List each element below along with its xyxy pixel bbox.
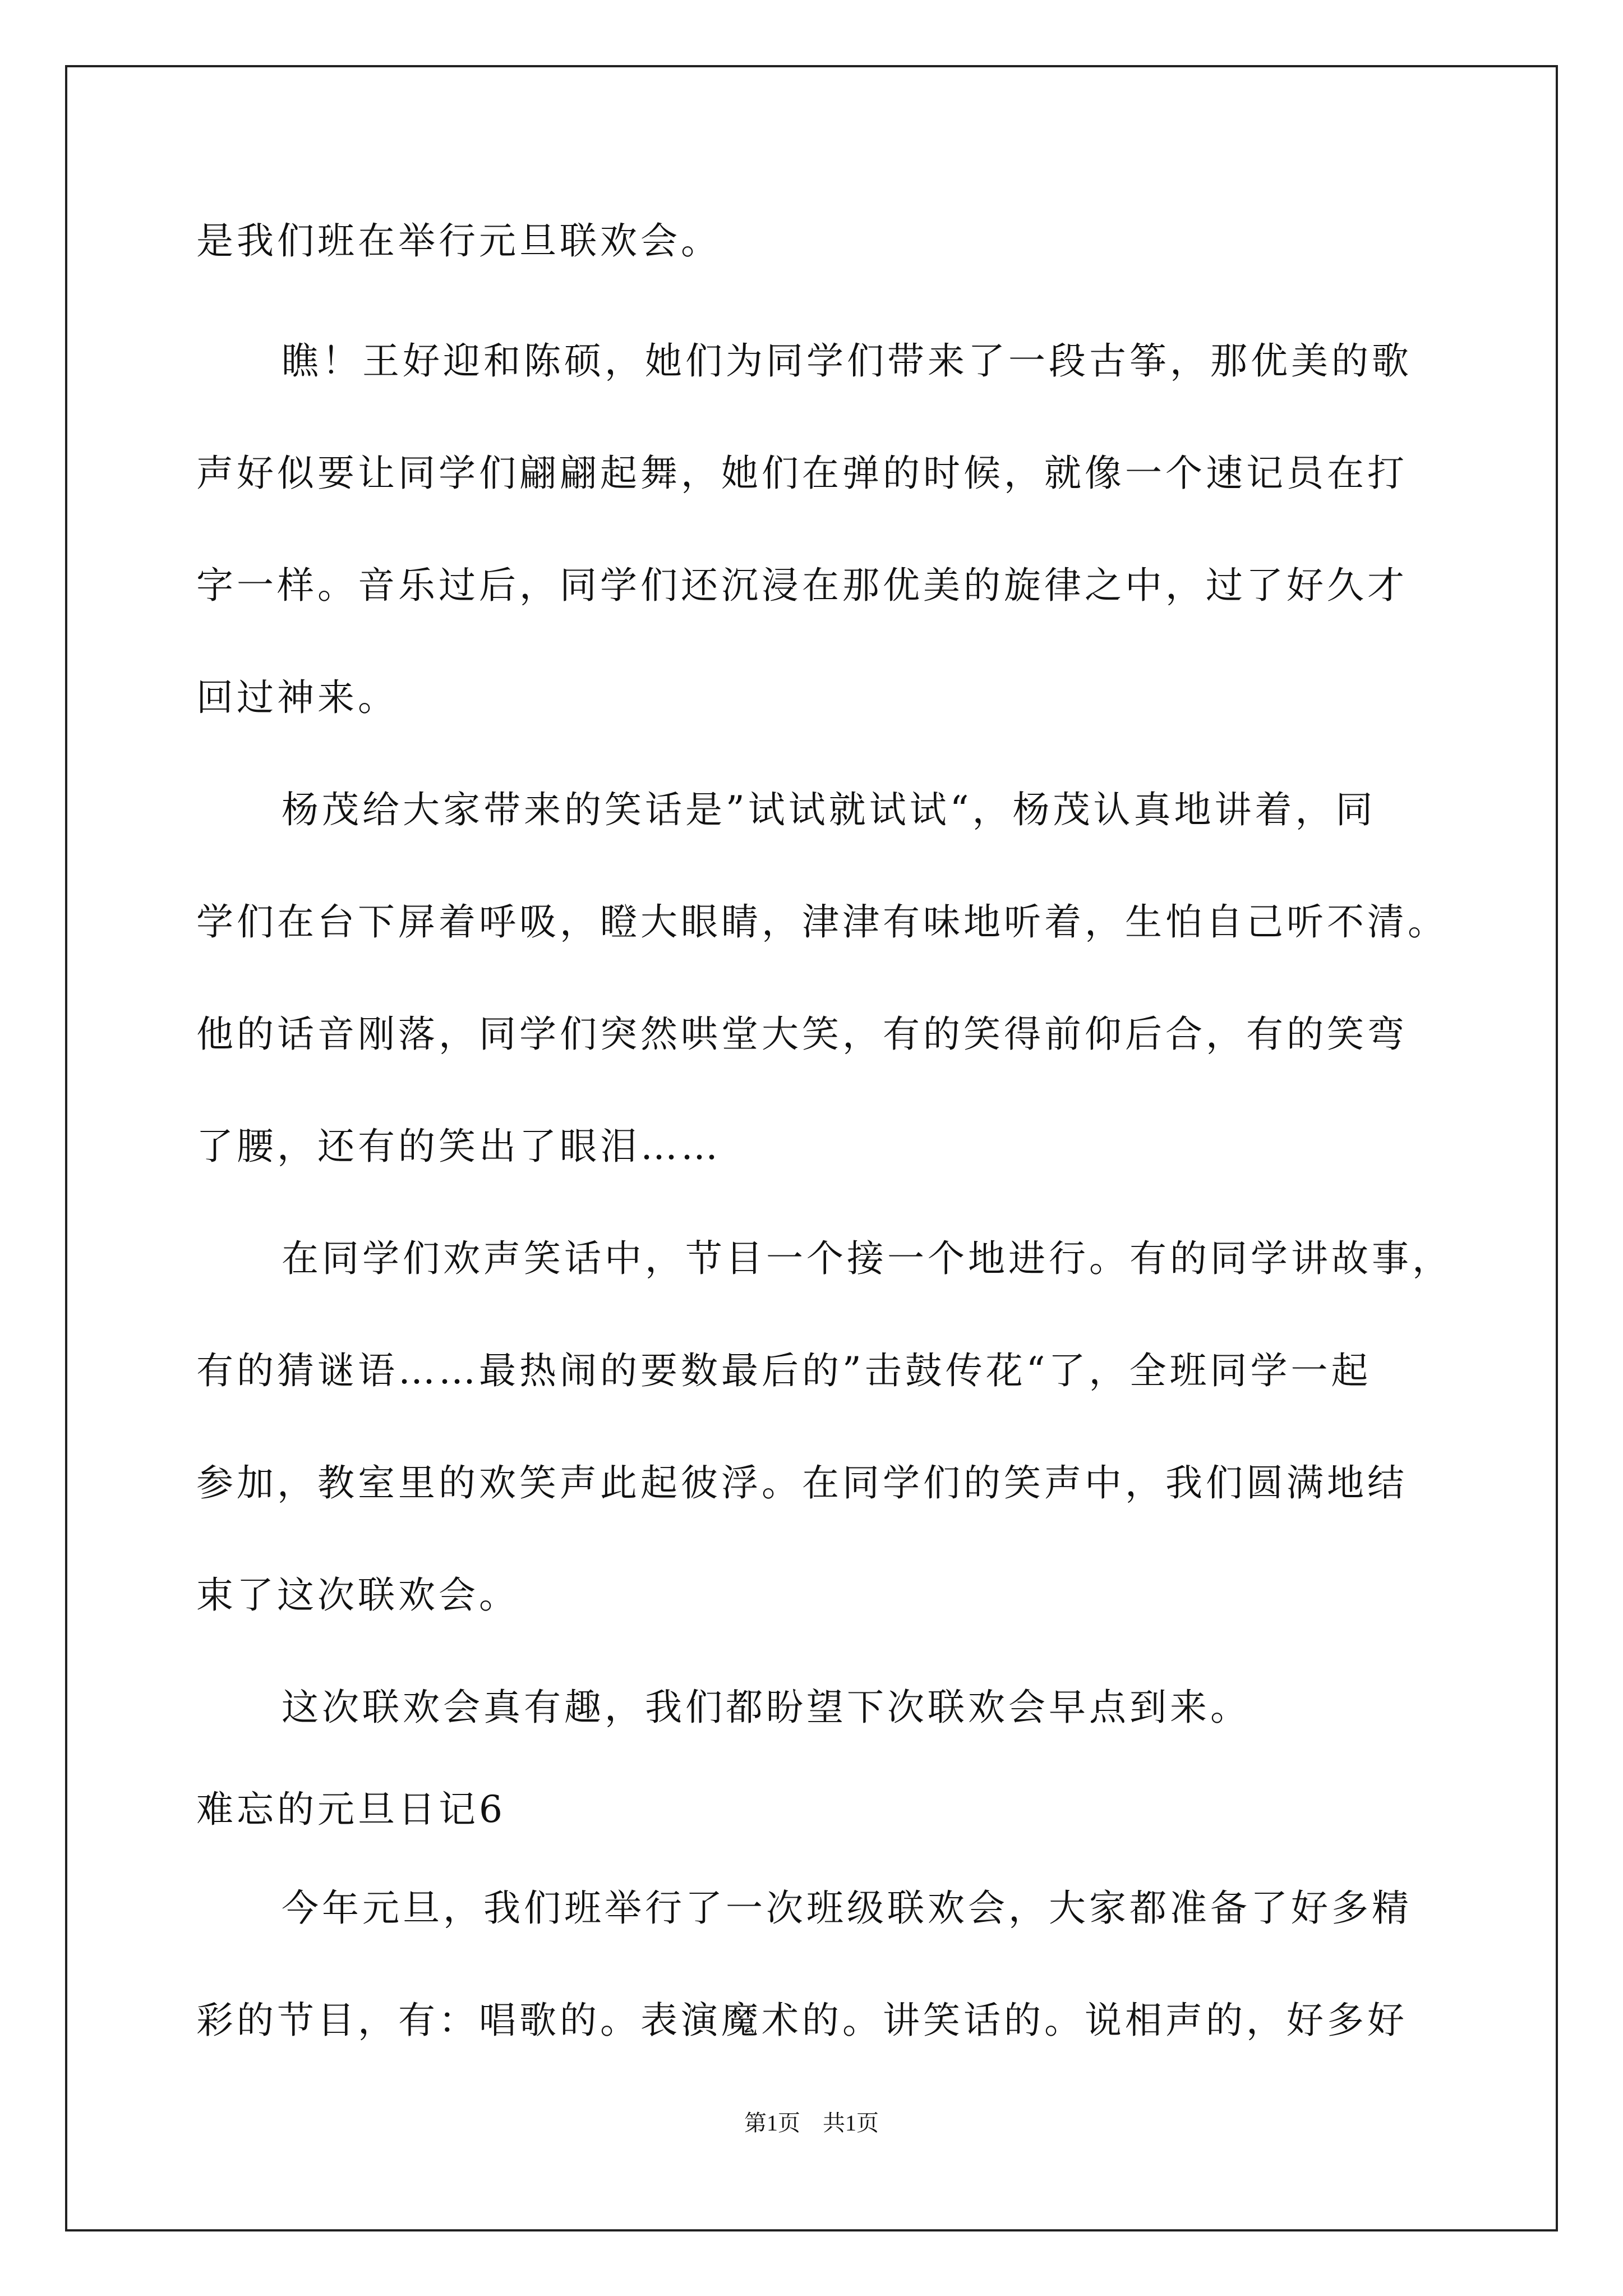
text-line: 束了这次联欢会。 bbox=[196, 1573, 519, 1617]
text-line: 瞧！王好迎和陈硕，她们为同学们带来了一段古筝，那优美的歌 bbox=[282, 339, 1412, 383]
text-line: 这次联欢会真有趣，我们都盼望下次联欢会早点到来。 bbox=[282, 1686, 1251, 1729]
text-line: 是我们班在举行元旦联欢会。 bbox=[196, 219, 721, 263]
text-line: 学们在台下屏着呼吸，瞪大眼睛，津津有味地听着，生怕自己听不清。 bbox=[196, 900, 1448, 944]
text-line: 在同学们欢声笑话中，节目一个接一个地进行。有的同学讲故事， bbox=[282, 1237, 1453, 1280]
text-line: 参加，教室里的欢笑声此起彼浮。在同学们的笑声中，我们圆满地结 bbox=[196, 1461, 1408, 1504]
text-line: 今年元旦，我们班举行了一次班级联欢会，大家都准备了好多精 bbox=[282, 1887, 1412, 1930]
text-line: 有的猜谜语……最热闹的要数最后的”击鼓传花“了，全班同学一起 bbox=[196, 1349, 1372, 1392]
text-line: 他的话音刚落，同学们突然哄堂大笑，有的笑得前仰后合，有的笑弯 bbox=[196, 1013, 1408, 1056]
text-line: 杨茂给大家带来的笑话是”试试就试试“，杨茂认真地讲着，同 bbox=[282, 788, 1376, 831]
text-line: 回过神来。 bbox=[196, 676, 398, 719]
section-heading: 难忘的元旦日记6 bbox=[196, 1788, 506, 1831]
text-line: 声好似要让同学们翩翩起舞，她们在弹的时候，就像一个速记员在打 bbox=[196, 452, 1408, 495]
page-footer: 第1页 共1页 bbox=[744, 2110, 879, 2136]
text-line: 彩的节目，有：唱歌的。表演魔术的。讲笑话的。说相声的，好多好 bbox=[196, 1999, 1408, 2042]
text-line: 了腰，还有的笑出了眼泪…… bbox=[196, 1125, 721, 1168]
text-line: 字一样。音乐过后，同学们还沉浸在那优美的旋律之中，过了好久才 bbox=[196, 564, 1408, 607]
